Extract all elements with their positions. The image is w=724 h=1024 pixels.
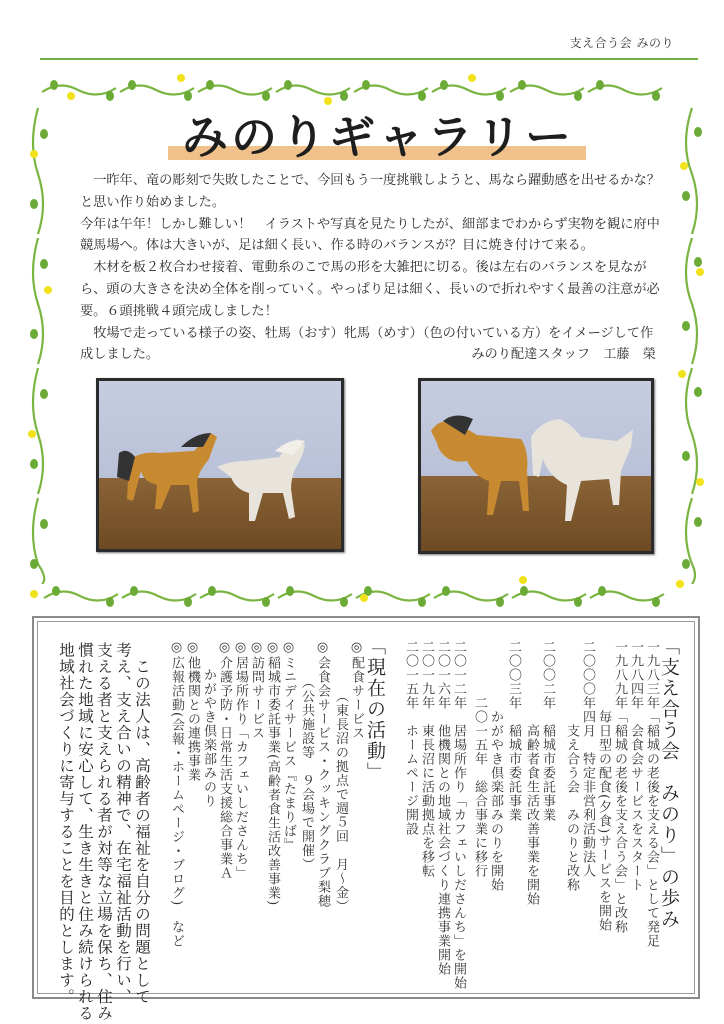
history-entry: 二〇一二年 居場所作り「カフェいしださんち」を開始 (451, 640, 466, 990)
activity-item: ◎介護予防・日常生活支援総合事業Ａ (217, 640, 232, 880)
gallery-title-block (160, 110, 600, 168)
article-signature: みのり配達スタッフ 工藤 榮 (471, 347, 656, 363)
history-entry: 二〇一六年 他機関との地域社会づくり連携事業開始 (435, 640, 450, 976)
history-heading: 「支え合う会 みのり」の歩み (658, 636, 680, 930)
mission-line: この法人は、高齢者の福祉を自分の問題として (133, 642, 151, 1005)
activity-item: ◎会食会サービス・クッキングクラブ梨穂 (315, 640, 330, 908)
activity-item: ◎ミニデイサービス『たまりば』 (281, 640, 296, 852)
mission-line: 慣れた地域に安心して、生き生きと住み続けられる (76, 642, 94, 1022)
mission-line: 地域社会づくりに寄与することを目的とします。 (57, 642, 75, 1005)
mission-line: 考え、支え合いの精神で、在宅福祉活動を行い、 (114, 642, 132, 1005)
vine-border-top (40, 70, 680, 110)
history-entry: 毎日型の配食(夕食)サービスを開始 (596, 640, 611, 933)
mission-line: 支える者と支えられる者が対等な立場を保ち、住み (95, 642, 113, 1022)
horse-carvings-photo-1 (96, 378, 344, 552)
activities-heading: 「現在の活動」 (364, 636, 386, 783)
history-entry: 高齢者食生活改善事業を開始 (524, 640, 539, 906)
activity-item: ◎広報活動(会報・ホームページ・ブログ) など (169, 640, 184, 949)
activity-item: （公共施設等 ９会場で開催） (299, 640, 314, 872)
history-entry: 二〇一五年 ホームページ開設 (403, 640, 418, 836)
activity-item: ◎居場所作り「カフェいしださんち」 (233, 640, 248, 880)
history-entry: 二〇一五年 総合事業に移行 (472, 640, 487, 878)
vine-border-left (24, 104, 64, 584)
activity-item: （東長沼の拠点で週５回 月〜金） (333, 640, 348, 914)
article-paragraph: 今年は午年！しかし難しい！ イラストや写真を見たりしたが、細部までわからず実物を観に府中競馬場へ。体は大きいが、足は細く長い、作る時のバランスが？目に焼き付けて来る。 (80, 216, 660, 254)
article-paragraph: 一昨年、竜の彫刻で失敗したことで、今回もう一度挑戦しようと、馬なら躍動感を出せるかな？と思い作り始めました。 (80, 173, 660, 210)
history-entry: 二〇〇二年 稲城市委託事業 (540, 640, 555, 822)
gallery-article (80, 170, 664, 366)
vine-border-bottom (28, 574, 688, 614)
history-entry: 一九八三年「稲城の老後を支える会」として発足 (644, 640, 659, 948)
article-paragraph: 木材を板２枚合わせ接着、電動糸のこで馬の形を大雑把に切る。後は左右のバランスを見ながら、頭の大きさを決め全体を削っていく。やっぱり足は細く、長いので折れやすく最善の注意が必要。６頭挑戦４頭完成しました！ (80, 260, 660, 319)
organization-info-box (32, 616, 700, 1022)
header-org-label: 支え合う会 みのり (569, 36, 674, 50)
history-entry: かがやき倶楽部みのりを開始 (488, 640, 503, 892)
history-entry: 二〇〇三年 稲城市委託事業 (506, 640, 521, 822)
activity-item: ◎稲城市委託事業(高齢者食生活改善事業) (265, 640, 280, 907)
activity-item: かがやき倶楽部みのり (201, 640, 216, 808)
horse-carvings-photo-2 (418, 378, 654, 554)
article-paragraph: 牧場で走っている様子の姿、牡馬（おす）牝馬（めす）（色の付いている方）をイメージして作成しました。 (80, 325, 654, 363)
history-entry: 一九八四年 会食会サービスをスタート (628, 640, 643, 892)
history-entry: 二〇一九年 東長沼に活動拠点を移転 (419, 640, 434, 878)
gallery-title: みのりギャラリー (182, 110, 574, 164)
activity-item: ◎訪問サービス (249, 640, 264, 740)
history-entry: 支え合う会 みのりと改称 (564, 640, 579, 892)
activity-item: ◎配食サービス (349, 640, 364, 740)
history-entry: 二〇〇〇年四月 特定非営利活動法人 (580, 640, 595, 878)
activity-item: ◎他機関との連携事業 (185, 640, 200, 782)
header-rule (40, 58, 698, 60)
vine-border-right (672, 104, 712, 584)
history-entry: 一九八九年「稲城の老後を支え合う会」と改称 (612, 640, 627, 934)
